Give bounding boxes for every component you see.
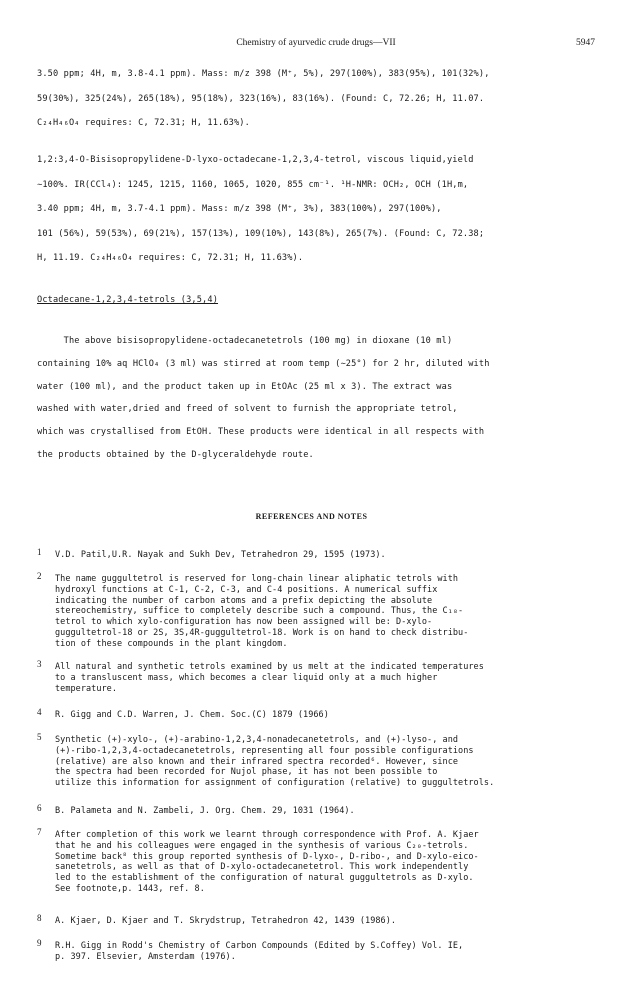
reference-line: p. 397. Elsevier, Amsterdam (1976). [55,951,236,962]
reference-line: hydroxyl functions at C-1, C-2, C-3, and C-4 positions. A numerical suffix [55,584,438,595]
reference-number: 2 [37,571,42,581]
text-line: C₂₄H₄₆O₄ requires: C, 72.31; H, 11.63%). [37,118,250,128]
reference-line: the spectra had been recorded for Nujol phase, it has not been possible to [55,767,438,778]
reference-line: stereochemistry, suffice to completely describe such a compound. Thus, the C₁₈- [55,606,464,617]
running-head-title: Chemistry of ayurvedic crude drugs—VII [236,38,396,48]
paragraph-line: which was crystallised from EtOH. These products were identical in all respects with [37,427,485,438]
paragraph-line: the products obtained by the D-glyceraldehyde route. [37,449,314,460]
reference-line: The name guggultetrol is reserved for long-chain linear aliphatic tetrols with [55,574,459,584]
reference-line: R. Gigg and C.D. Warren, J. Chem. Soc.(C) 1879 (1966) [55,710,329,720]
reference-number: 5 [37,732,42,742]
reference-line: led to the establishment of the configuration of natural guggultetrols as D-xylo. [55,873,474,884]
text-line: ∼100%. IR(CCl₄): 1245, 1215, 1160, 1065, 1020, 855 cm⁻¹. ¹H-NMR: OCH₂, OCH (1H,m, [37,179,469,190]
reference-line: V.D. Patil,U.R. Nayak and Sukh Dev, Tetrahedron 29, 1595 (1973). [55,550,386,560]
reference-line: utilize this information for assignment of configuration (relative) to guggultetrols. [55,778,495,789]
text-line: H, 11.19. C₂₄H₄₆O₄ requires: C, 72.31; H, 11.63%). [37,253,304,263]
page-number: 5947 [576,38,595,48]
reference-number: 3 [37,659,42,669]
reference-line: tion of these compounds in the plant kingdom. [55,638,288,649]
reference-line: indicating the number of carbon atoms and a prefix depicting the absolute [55,595,433,606]
reference-number: 4 [37,707,42,717]
spectral-data-continued [37,62,597,136]
reference-line: temperature. [55,683,118,694]
reference-line: (+)-ribo-1,2,3,4-octadecanetetrols, representing all four possible configurations [55,745,474,756]
paragraph-line: washed with water,dried and freed of solvent to furnish the appropriate tetrol, [37,404,458,415]
reference-number: 9 [37,938,42,948]
running-head [37,38,595,52]
references-heading: REFERENCES AND NOTES [255,512,368,521]
compound-lyxo-description [37,148,597,271]
paragraph-line: containing 10% aq HClO₄ (3 ml) was stirred at room temp (∼25°) for 2 hr, diluted with [37,358,490,369]
reference-line: After completion of this work we learnt through correspondence with Prof. A. Kjaer [55,830,479,840]
paragraph-line: water (100 ml), and the product taken up in EtOAc (25 ml x 3). The extract was [37,381,453,392]
text-line: 59(30%), 325(24%), 265(18%), 95(18%), 323(16%), 83(16%). (Found: C, 72.26; H, 11.07. [37,93,485,104]
reference-line: to a transluscent mass, which becomes a clear liquid only at a much higher [55,672,438,683]
reference-line: sanetetrols, as well as that of D-xylo-octadecanetetrol. This work independently [55,862,469,873]
subheading [37,294,597,306]
reference-line: (relative) are also known and their infrared spectra recorded⁶. However, since [55,756,459,767]
procedure-paragraph [37,330,597,467]
text-line: 3.50 ppm; 4H, m, 3.8-4.1 ppm). Mass: m/z 398 (M⁺, 5%), 297(100%), 383(95%), 101(32%), [37,69,490,79]
reference-line: Sometime back⁸ this group reported synthesis of D-lyxo-, D-ribo-, and D-xylo-eico- [55,851,479,862]
text-line: 101 (56%), 59(53%), 69(21%), 157(13%), 109(10%), 143(8%), 265(7%). (Found: C, 72.38; [37,228,485,239]
reference-line: A. Kjaer, D. Kjaer and T. Skrydstrup, Tetrahedron 42, 1439 (1986). [55,916,397,926]
reference-line: guggultetrol-18 or 2S, 3S,4R-guggultetrol-18. Work is on hand to check distribu- [55,627,469,638]
paragraph-line: The above bisisopropylidene-octadecanetetrols (100 mg) in dioxane (10 ml) [37,336,453,346]
reference-line: B. Palameta and N. Zambeli, J. Org. Chem. 29, 1031 (1964). [55,806,355,816]
reference-number: 7 [37,827,42,837]
reference-line: that he and his colleagues were engaged in the synthesis of various C₂₀-tetrols. [55,840,469,851]
reference-number: 6 [37,803,42,813]
section-subheading: Octadecane-1,2,3,4-tetrols (3,5,4) [37,295,219,305]
compound-name-line: 1,2:3,4-O-Bisisopropylidene-D-lyxo-octadecane-1,2,3,4-tetrol, viscous liquid,yield [37,155,474,165]
reference-line: R.H. Gigg in Rodd's Chemistry of Carbon Compounds (Edited by S.Coffey) Vol. IE, [55,941,464,951]
reference-line: All natural and synthetic tetrols examined by us melt at the indicated temperatures [55,662,484,672]
reference-number: 8 [37,913,42,923]
reference-line: See footnote,p. 1443, ref. 8. [55,883,205,894]
reference-number: 1 [37,547,42,557]
reference-line: tetrol to which xylo-configuration has now been assigned will be: D-xylo- [55,617,433,628]
text-line: 3.40 ppm; 4H, m, 3.7-4.1 ppm). Mass: m/z 398 (M⁺, 3%), 383(100%), 297(100%), [37,204,442,214]
reference-line: Synthetic (+)-xylo-, (+)-arabino-1,2,3,4-nonadecanetetrols, and (+)-lyso-, and [55,735,459,745]
